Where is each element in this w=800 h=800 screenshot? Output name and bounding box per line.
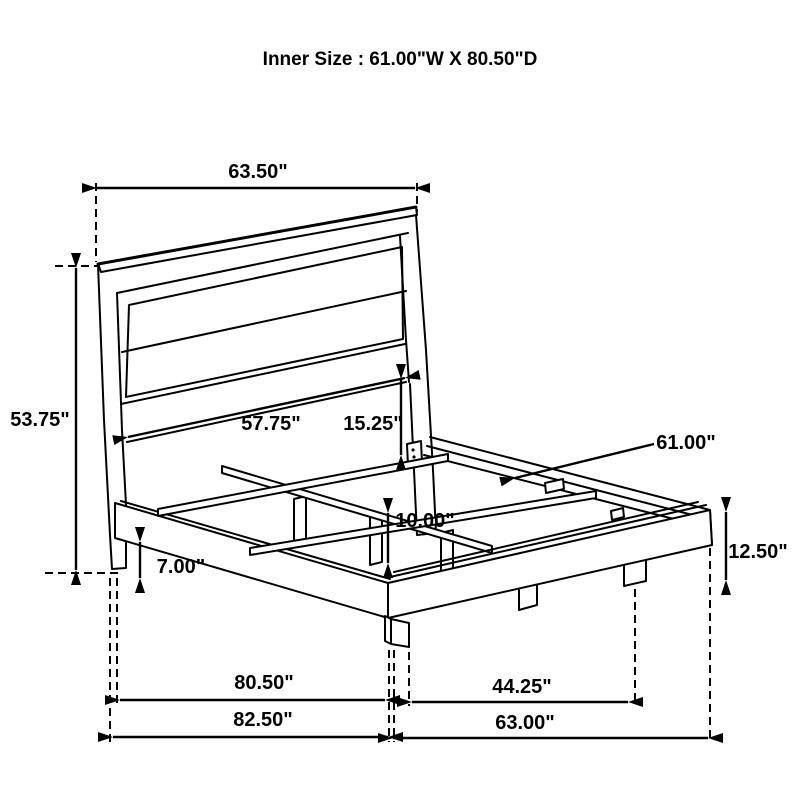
dim-headboard-bottom-gap: 15.25" (343, 413, 403, 435)
dim-slat-length: 61.00" (656, 432, 716, 454)
dim-center-leg-height: 10.00" (395, 510, 455, 532)
dim-headboard-inner-width: 57.75" (241, 413, 301, 435)
dim-overall-depth: 82.50" (233, 709, 293, 731)
inner-size-title: Inner Size : 61.00"W X 80.50"D (262, 49, 538, 70)
dim-inner-depth: 80.50" (234, 672, 294, 694)
dim-overall-width: 63.00" (495, 712, 555, 734)
dim-headboard-height: 53.75" (10, 409, 70, 431)
extension-lines (45, 183, 710, 742)
dim-rail-floor-clearance: 7.00" (156, 556, 206, 578)
dim-frame-height: 12.50" (728, 541, 788, 563)
dim-headboard-width: 63.50" (228, 161, 288, 183)
dim-leg-span: 44.25" (492, 676, 552, 698)
